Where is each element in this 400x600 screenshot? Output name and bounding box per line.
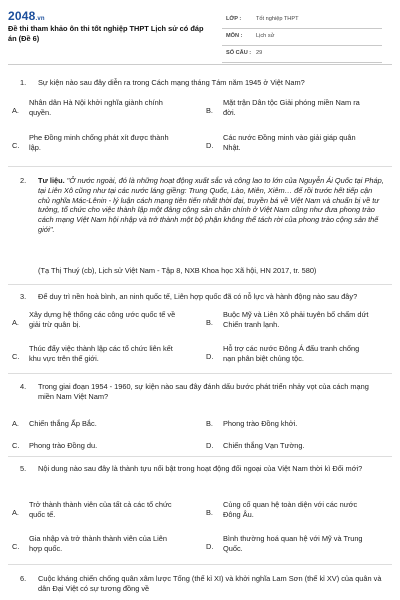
question-number: 4. bbox=[20, 382, 27, 391]
exam-title: Đề thi tham khảo ôn thi tốt nghiệp THPT Lịch sử có đáp án (Đề 6) bbox=[8, 24, 204, 43]
question-text: Nội dung nào sau đây là thành tựu nổi bật trong hoạt động đối ngoại của Việt Nam thời kì Đổi mới? bbox=[38, 464, 363, 473]
option-text: Trở thành thành viên của tất cả các tổ chức quốc tế. bbox=[29, 500, 172, 519]
info-value: 29 bbox=[256, 50, 263, 56]
question-text: Sự kiện nào sau đây diễn ra trong Cách mạng tháng Tám năm 1945 ở Việt Nam? bbox=[38, 78, 305, 87]
logo-text: 2048 bbox=[8, 9, 36, 23]
question-divider bbox=[8, 166, 392, 167]
option-text: Phe Đồng minh chống phát xít được thành lập. bbox=[29, 133, 169, 152]
question-divider bbox=[8, 456, 392, 457]
info-value: Tốt nghiệp THPT bbox=[256, 16, 299, 22]
exam-info-panel bbox=[222, 12, 382, 63]
question-text: Trong giai đoạn 1954 - 1960, sự kiện nào sau đây đánh dấu bước phát triển nhảy vọt của cách mạng miền Nam Việt Nam? bbox=[38, 382, 369, 401]
option-letter: A. bbox=[12, 508, 19, 517]
question-divider bbox=[8, 373, 392, 374]
option-text: Phong trào Đồng khởi. bbox=[223, 419, 298, 428]
option-text: Các nước Đồng minh vào giải giáp quân Nhật. bbox=[223, 133, 356, 152]
option-text: Buộc Mỹ và Liên Xô phải tuyên bố chấm dứt Chiến tranh lạnh. bbox=[223, 310, 369, 329]
option-text: Phong trào Đồng du. bbox=[29, 441, 98, 450]
option-letter: A. bbox=[12, 318, 19, 327]
option-letter: A. bbox=[12, 106, 19, 115]
question-text: Cuộc kháng chiến chống quân xâm lược Tống (thế kỉ XI) và khởi nghĩa Lam Sơn (thế kỉ XV) của quân và dân Đại Việt có sự tương đồng về bbox=[38, 574, 382, 593]
header-divider bbox=[8, 64, 392, 65]
option-text: Gia nhập và trở thành thành viên của Liên hợp quốc. bbox=[29, 534, 167, 553]
info-key: SỐ CÂU : bbox=[226, 50, 252, 56]
question-divider bbox=[8, 284, 392, 285]
option-text: Bình thường hoá quan hệ với Mỹ và Trung Quốc. bbox=[223, 534, 363, 553]
option-letter: C. bbox=[12, 542, 20, 551]
option-letter: C. bbox=[12, 352, 20, 361]
question-text: Để duy trì nền hoà bình, an ninh quốc tế, Liên hợp quốc đã có nỗ lực và hành động nào sau đây? bbox=[38, 292, 358, 301]
info-row-class bbox=[222, 12, 382, 29]
question-number: 2. bbox=[20, 176, 27, 185]
info-value: Lịch sử bbox=[256, 33, 275, 39]
question-number: 6. bbox=[20, 574, 27, 583]
option-text: Mặt trận Dân tộc Giải phóng miền Nam ra đời. bbox=[223, 98, 360, 117]
option-letter: B. bbox=[206, 419, 213, 428]
info-key: MÔN : bbox=[226, 33, 243, 39]
question-6 bbox=[8, 574, 392, 600]
option-letter: C. bbox=[12, 141, 20, 150]
question-number: 5. bbox=[20, 464, 27, 473]
option-text: Hỗ trợ các nước Đông Á đấu tranh chống nạn phân biệt chủng tộc. bbox=[223, 344, 360, 363]
info-key: LỚP : bbox=[226, 16, 242, 22]
question-number: 1. bbox=[20, 78, 27, 87]
question-4 bbox=[8, 382, 392, 452]
option-text: Thúc đẩy việc thành lập các tổ chức liên kết khu vực trên thế giới. bbox=[29, 344, 173, 363]
question-divider bbox=[8, 564, 392, 565]
source-passage bbox=[38, 176, 386, 235]
passage-citation: (Tạ Thị Thuý (cb), Lịch sử Việt Nam - Tập 8, NXB Khoa học Xã hội, HN 2017, tr. 580) bbox=[38, 266, 317, 275]
info-row-subject bbox=[222, 29, 382, 46]
question-2 bbox=[8, 176, 392, 286]
site-logo[interactable] bbox=[8, 9, 45, 25]
question-3 bbox=[8, 292, 392, 372]
option-letter: D. bbox=[206, 141, 214, 150]
info-row-count bbox=[222, 46, 382, 63]
option-text: Nhân dân Hà Nội khởi nghĩa giành chính quyền. bbox=[29, 98, 163, 117]
option-text: Củng cố quan hệ toàn diện với các nước Đông Âu. bbox=[223, 500, 358, 519]
option-text: Chiến thắng Ấp Bắc. bbox=[29, 419, 97, 428]
option-text: Xây dựng hệ thống các công ước quốc tế về giải trừ quân bị. bbox=[29, 310, 176, 329]
question-1 bbox=[8, 78, 392, 168]
option-text: Chiến thắng Vạn Tường. bbox=[223, 441, 305, 450]
logo-tld: .vn bbox=[35, 16, 45, 22]
option-letter: D. bbox=[206, 352, 214, 361]
passage-text: "Ở nước ngoài, đó là những hoạt động xuất sắc và công lao to lớn của Nguyễn Ái Quốc tại Pháp, tại Liên Xô cũng như tại các nước láng giềng: Trung Quốc, Lào, Miên, Xiêm… để rồi trước hết tiếp cận chủ nghĩa Mác-Lênin - lý luận cách mạng tiên tiến nhất thời đại, truyền bá về Việt Nam và chuẩn bị về tư tưởng, tổ chức cho việc thành lập một đảng cộng sản chân chính ở Việt Nam cũng như đưa phong trào cách mạng Việt Nam hội nhập và trở thành một bộ phận không thể tách rời của phong trào cộng sản thế giới". bbox=[38, 176, 384, 234]
option-letter: D. bbox=[206, 542, 214, 551]
question-5 bbox=[8, 464, 392, 564]
option-letter: D. bbox=[206, 441, 214, 450]
header bbox=[0, 0, 400, 60]
question-number: 3. bbox=[20, 292, 27, 301]
option-letter: C. bbox=[12, 441, 20, 450]
option-letter: B. bbox=[206, 106, 213, 115]
option-letter: A. bbox=[12, 419, 19, 428]
option-letter: B. bbox=[206, 318, 213, 327]
passage-label: Tư liệu. bbox=[38, 176, 65, 185]
option-letter: B. bbox=[206, 508, 213, 517]
